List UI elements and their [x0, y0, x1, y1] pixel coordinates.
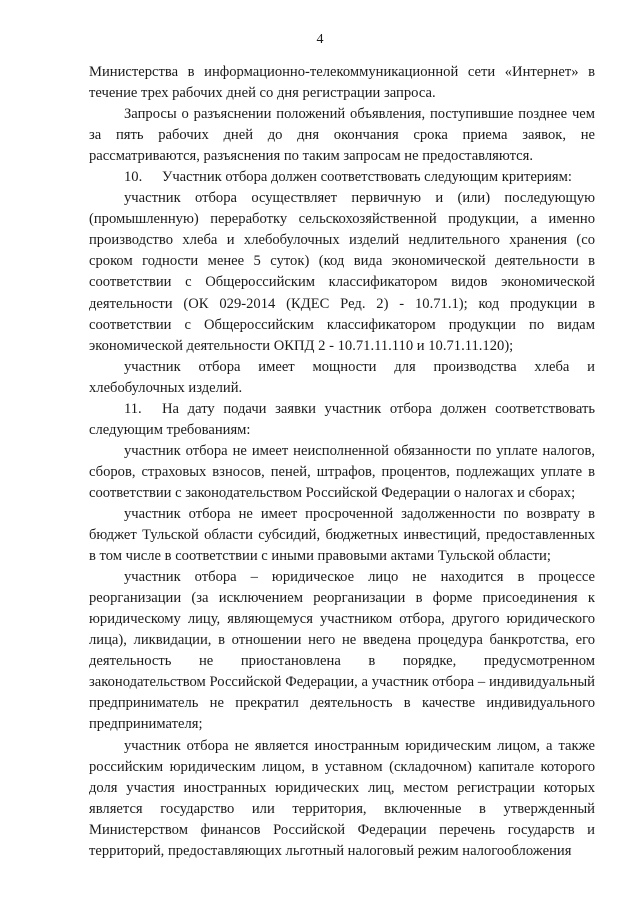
- criterion-processing: участник отбора осуществляет первичную и (или) последующую (промышленную) переработку сельскохозяйственной продукции, а именно производство хлеба и хлебобулочных изделий недлительного хранения (со сроком годности менее 5 суток) (код вида экономической деятельности в соответствии с Общероссийским классификатором видов экономической деятельности (ОК 029-2014 (КДЕС Ред. 2) - 10.71.1); код продукции в соответствии с Общероссийским классификатором продукции по видам экономической деятельности ОКПД 2 - 10.71.11.110 и 10.71.11.120);: [89, 190, 595, 354]
- document-body: [89, 62, 595, 862]
- requirement-no-reorganization: участник отбора – юридическое лицо не находится в процессе реорганизации (за исключением реорганизации в форме присоединения к юридическому лицу, являющемуся участником отбора, другого юридического лица), ликвидации, в отношении него не введена процедура банкротства, его деятельность не приостановлена в порядке, предусмотренном законодательством Российской Федерации, а участник отбора – индивидуальный предприниматель не прекратил деятельность в качестве индивидуального предпринимателя;: [89, 569, 595, 733]
- requirement-no-overdue-debt: участник отбора не имеет просроченной задолженности по возврату в бюджет Тульской области субсидий, бюджетных инвестиций, предоставленных в том числе в соответствии с иными правовыми актами Тульской области;: [89, 505, 595, 565]
- requirement-no-tax-debt: участник отбора не имеет неисполненной обязанности по уплате налогов, сборов, страховых взносов, пеней, штрафов, процентов, подлежащих уплате в соответствии с законодательством Российской Федерации о налогах и сборах;: [89, 442, 595, 501]
- clause-text: На дату подачи заявки участник отбора должен соответствовать следующим требованиям:: [89, 400, 595, 438]
- paragraph-late-requests: Запросы о разъяснении положений объявления, поступившие позднее чем за пять рабочих дней до дня окончания срока приема заявок, не рассматриваются, разъяснения по таким запросам не предоставляются.: [89, 106, 595, 165]
- requirement-not-foreign: участник отбора не является иностранным юридическим лицом, а также российским юридическим лицом, в уставном (складочном) капитале которого доля участия иностранных юридических лиц, местом регистрации которых является государство или территория, включенные в утвержденный Министерством финансов Российской Федерации перечень государств и территорий, предоставляющих льготный налоговый режим налогообложения: [89, 737, 595, 859]
- clause-11-heading: [89, 399, 595, 441]
- page-number: 4: [316, 32, 324, 47]
- clause-10-heading: [89, 167, 595, 188]
- criterion-capacity: участник отбора имеет мощности для производства хлеба и хлебобулочных изделий.: [89, 358, 595, 396]
- clause-number: 11.: [124, 400, 142, 417]
- paragraph-request-publication: Министерства в информационно-телекоммуникационной сети «Интернет» в течение трех рабочих дней со дня регистрации запроса.: [89, 64, 595, 102]
- clause-number: 10.: [124, 169, 143, 186]
- clause-text: Участник отбора должен соответствовать следующим критериям:: [162, 169, 572, 186]
